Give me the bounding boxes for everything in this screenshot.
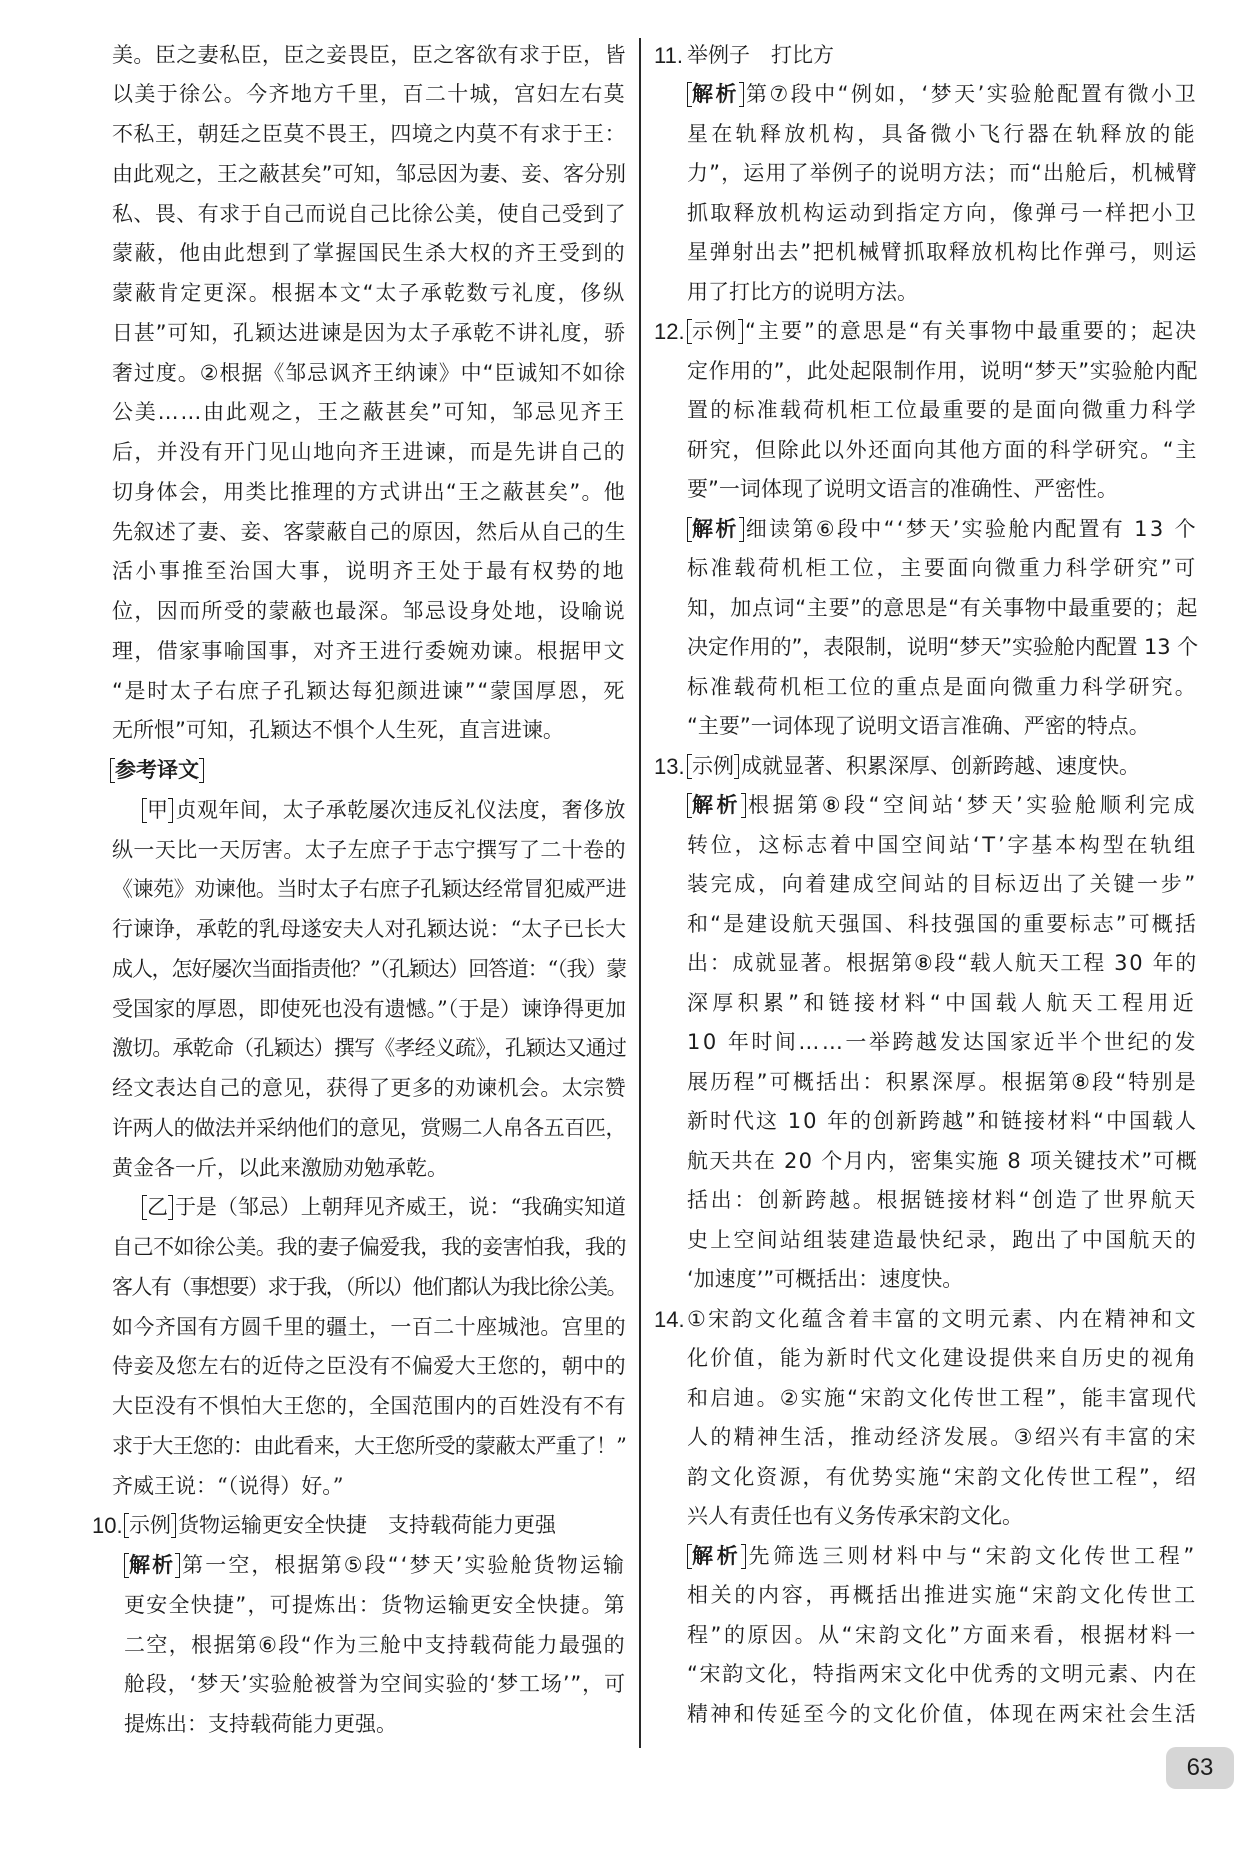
analysis-line: 标准载荷机柜工位的重点是面向微重力科学研究。 (687, 674, 1198, 699)
translation-line-text: 于是（邹忌）上朝拜见齐威王，说：“我确实知道 (174, 1195, 627, 1220)
analysis-line: “主要”一词体现了说明文语言准确、严密的特点。 (687, 714, 1150, 739)
analysis-line: 深厚积累”和链接材料“中国载人航天工程用近 (687, 990, 1198, 1015)
text-line: 无所恨”可知，孔颖达不惧个人生死，直言进谏。 (112, 718, 564, 743)
q11-analysis-first-line (656, 75, 1198, 115)
analysis-label: 解析 (687, 1544, 746, 1568)
answer-text: 举例子 打比方 (687, 42, 834, 67)
text-line: 后，并没有开门见山地向齐王进谏，而是先讲自己的 (112, 440, 626, 465)
column-divider (639, 38, 641, 1748)
q13-analysis-first-line (656, 786, 1198, 826)
analysis-line: ‘加速度’”可概括出：速度快。 (687, 1267, 964, 1292)
analysis-line: 程”的原因。从“宋韵文化”方面来看，根据材料一 (687, 1622, 1198, 1647)
translation-line: 许两人的做法并采纳他们的意见，赏赐二人帛各五百匹， (112, 1115, 626, 1140)
translation-line: 求于大王您的：由此看来，大王您所受的蒙蔽太严重了！” (112, 1433, 626, 1458)
text-line: 不私王，朝廷之臣莫不畏王，四境之内莫不有求于王： (112, 122, 626, 147)
translation-line: 黄金各一斤，以此来激励劝勉承乾。 (112, 1155, 448, 1180)
answer-line: 要”一词体现了说明文语言的准确性、严密性。 (687, 477, 1118, 502)
translation-yi-label: 乙 (142, 1195, 173, 1219)
text-line: 美。臣之妻私臣，臣之妾畏臣，臣之客欲有求于臣，皆 (112, 42, 626, 67)
example-label: 示例 (124, 1513, 176, 1537)
answer-line: 兴人有责任也有义务传承宋韵文化。 (687, 1504, 1023, 1529)
question-number: 13. (654, 753, 685, 779)
answer-text: 成就显著、积累深厚、创新跨越、速度快。 (741, 753, 1140, 778)
translation-line: 侍妾及您左右的近侍之臣没有不偏爱大王您的，朝中的 (112, 1354, 626, 1379)
translation-line: 《谏苑》劝谏他。当时太子右庶子孔颖达经常冒犯威严进 (112, 877, 626, 902)
text-line: 蒙蔽，他由此想到了掌握国民生杀大权的齐王受到的 (112, 241, 626, 266)
q13-answer-line (656, 747, 1198, 787)
text-line: 理，借家事喻国事，对齐王进行委婉劝谏。根据甲文 (112, 638, 626, 663)
translation-line: 成人，怎好屡次当面指责他？”（孔颖达）回答道：“（我）蒙 (112, 956, 626, 981)
page-number: 63 (1166, 1747, 1234, 1789)
analysis-line: 展历程”可概括出：积累深厚。根据第⑧段“特别是 (687, 1069, 1198, 1094)
q12-answer-first-line (656, 312, 1198, 352)
translation-line-text: 贞观年间，太子承乾屡次违反礼仪法度，奢侈放 (175, 797, 627, 822)
q12-analysis-first-line (656, 510, 1198, 550)
q14-analysis-first-line (656, 1537, 1198, 1577)
analysis-label: 解析 (687, 517, 744, 541)
q11-answer-line (656, 36, 1198, 76)
analysis-label: 解析 (124, 1553, 180, 1577)
analysis-line: 力”，运用了举例子的说明方法；而“出舱后，机械臂 (687, 161, 1198, 186)
translation-line: 自己不如徐公美。我的妻子偏爱我，我的妾害怕我，我的 (112, 1235, 626, 1260)
analysis-line: 舱段，‘梦天’实验舱被誉为空间实验的‘梦工场’”，可 (124, 1672, 626, 1697)
translation-line: 客人有（事想要）求于我，（所以）他们都认为我比徐公美。 (112, 1274, 626, 1299)
analysis-line: 10 年时间……一举跨越发达国家近半个世纪的发 (687, 1030, 1198, 1055)
analysis-line: 星弹射出去”把机械臂抓取释放机构比作弹弓，则运 (687, 240, 1198, 265)
translation-line: 纵一天比一天厉害。太子左庶子于志宁撰写了二十卷的 (112, 837, 626, 862)
analysis-line: 精神和传延至今的文化价值，体现在两宋社会生活 (687, 1701, 1198, 1726)
analysis-text: 第一空，根据第⑤段“‘梦天’实验舱货物运输 (182, 1553, 626, 1578)
text-line: 公美……由此观之，王之蔽甚矣”可知，邹忌见齐王 (112, 400, 626, 425)
analysis-label: 解析 (687, 793, 746, 817)
example-label: 示例 (687, 754, 739, 778)
analysis-line: 星在轨释放机构，具备微小飞行器在轨释放的能 (687, 121, 1198, 146)
analysis-line: 决定作用的”，表限制，说明“梦天”实验舱内配置 13 个 (687, 635, 1198, 660)
answer-line: 研究，但除此以外还面向其他方面的科学研究。“主 (687, 437, 1198, 462)
text-line: 活小事推至治国大事，说明齐王处于最有权势的地 (112, 559, 626, 584)
translation-line: 大臣没有不惧怕大王您的，全国范围内的百姓没有不有 (112, 1394, 626, 1419)
analysis-line: 装完成，向着建成空间站的目标迈出了关键一步” (687, 872, 1198, 897)
answer-text: ①宋韵文化蕴含着丰富的文明元素、内在精神和文 (687, 1306, 1198, 1331)
analysis-line: 括出：创新跨越。根据链接材料“创造了世界航天 (687, 1188, 1198, 1213)
question-number: 12. (654, 319, 685, 345)
translation-line: 齐威王说：“（说得）好。” (112, 1473, 344, 1498)
text-line: 由此观之，王之蔽甚矣”可知，邹忌因为妻、妾、客分别 (112, 161, 626, 186)
text-line: 位，因而所受的蒙蔽也最深。邹忌设身处地，设喻说 (112, 599, 626, 624)
q10-analysis-first-line (94, 1546, 626, 1586)
translation-line: 行谏诤，承乾的乳母遂安夫人对孔颖达说：“太子已长大 (112, 917, 626, 942)
analysis-label: 解析 (687, 82, 744, 106)
answer-line: 韵文化资源，有优势实施“宋韵文化传世工程”，绍 (687, 1464, 1198, 1489)
analysis-text: 根据第⑧段“空间站‘梦天’实验舱顺利完成 (748, 793, 1199, 818)
analysis-line: 二空，根据第⑥段“作为三舱中支持载荷能力最强的 (124, 1632, 626, 1657)
analysis-text: 先筛选三则材料中与“宋韵文化传世工程” (748, 1543, 1198, 1568)
analysis-line: “宋韵文化，特指两宋文化中优秀的文明元素、内在 (687, 1662, 1198, 1687)
answer-text: 货物运输更安全快捷 支持载荷能力更强 (178, 1513, 556, 1538)
analysis-line: 新时代这 10 年的创新跨越”和链接材料“中国载人 (687, 1109, 1198, 1134)
example-label: 示例 (687, 319, 743, 343)
right-column (656, 36, 1198, 1735)
question-number: 11. (654, 42, 683, 68)
analysis-line: 相关的内容，再概括出推进实施“宋韵文化传世工 (687, 1583, 1198, 1608)
analysis-text: 细读第⑥段中“‘梦天’实验舱内配置有 13 个 (745, 516, 1198, 541)
translation-yi-first-line (94, 1188, 626, 1228)
analysis-line: 转位，这标志着中国空间站‘T’字基本构型在轨组 (687, 832, 1198, 857)
translation-heading: 参考译文 (110, 758, 204, 782)
analysis-line: 用了打比方的说明方法。 (687, 279, 918, 304)
text-line: 先叙述了妻、妾、客蒙蔽自己的原因，然后从自己的生 (112, 519, 626, 544)
analysis-line: 知，加点词“主要”的意思是“有关事物中最重要的；起 (687, 595, 1198, 620)
text-line: 奢过度。②根据《邹忌讽齐王纳谏》中“臣诚知不如徐 (112, 360, 626, 385)
analysis-line: 和“是建设航天强国、科技强国的重要标志”可概括 (687, 911, 1198, 936)
text-line: “是时太子右庶子孔颖达每犯颜进谏”“蒙国厚恩，死 (112, 678, 626, 703)
translation-line: 激切。承乾命（孔颖达）撰写《孝经义疏》，孔颖达又通过 (112, 1036, 626, 1061)
answer-line: 定作用的”，此处起限制作用，说明“梦天”实验舱内配 (687, 358, 1198, 383)
translation-line: 受国家的厚恩，即使死也没有遗憾。”（于是）谏诤得更加 (112, 996, 626, 1021)
translation-heading-row (94, 751, 626, 791)
translation-line: 如今齐国有方圆千里的疆土，一百二十座城池。宫里的 (112, 1314, 626, 1339)
answer-line: 置的标准载荷机柜工位最重要的是面向微重力科学 (687, 398, 1198, 423)
analysis-line: 航天共在 20 个月内，密集实施 8 项关键技术”可概 (687, 1148, 1198, 1173)
analysis-line: 抓取释放机构运动到指定方向，像弹弓一样把小卫 (687, 200, 1198, 225)
answer-line: 化价值，能为新时代文化建设提供来自历史的视角 (687, 1346, 1198, 1371)
answer-line: 人的精神生活，推动经济发展。③绍兴有丰富的宋 (687, 1425, 1198, 1450)
answer-text: “主要”的意思是“有关事物中最重要的；起决 (745, 319, 1198, 344)
text-line: 以美于徐公。今齐地方千里，百二十城，宫妇左右莫 (112, 82, 626, 107)
analysis-text: 第⑦段中“例如，‘梦天’实验舱配置有微小卫 (745, 82, 1198, 107)
analysis-line: 史上空间站组装建造最快纪录，跑出了中国航天的 (687, 1227, 1198, 1252)
question-number: 10. (92, 1513, 123, 1539)
answer-line: 和启迪。②实施“宋韵文化传世工程”，能丰富现代 (687, 1385, 1198, 1410)
translation-jia-label: 甲 (142, 798, 173, 822)
analysis-line: 出：成就显著。根据第⑧段“载人航天工程 30 年的 (687, 951, 1198, 976)
analysis-line: 更安全快捷”，可提炼出：货物运输更安全快捷。第 (124, 1592, 626, 1617)
q10-answer-line (94, 1506, 626, 1546)
analysis-line: 提炼出：支持载荷能力更强。 (124, 1712, 397, 1737)
text-line: 日甚”可知，孔颖达进谏是因为太子承乾不讲礼度，骄 (112, 320, 626, 345)
translation-line: 经文表达自己的意见，获得了更多的劝谏机会。太宗赞 (112, 1076, 626, 1101)
text-line: 私、畏、有求于自己而说自己比徐公美，使自己受到了 (112, 201, 626, 226)
text-line: 切身体会，用类比推理的方式讲出“王之蔽甚矣”。他 (112, 479, 626, 504)
question-number: 14. (654, 1306, 685, 1332)
q14-answer-first-line (656, 1300, 1198, 1340)
analysis-line: 标准载荷机柜工位，主要面向微重力科学研究”可 (687, 556, 1198, 581)
translation-jia-first-line (94, 791, 626, 831)
left-column (94, 36, 626, 1745)
text-line: 蒙蔽肯定更深。根据本文“太子承乾数亏礼度，侈纵 (112, 281, 626, 306)
